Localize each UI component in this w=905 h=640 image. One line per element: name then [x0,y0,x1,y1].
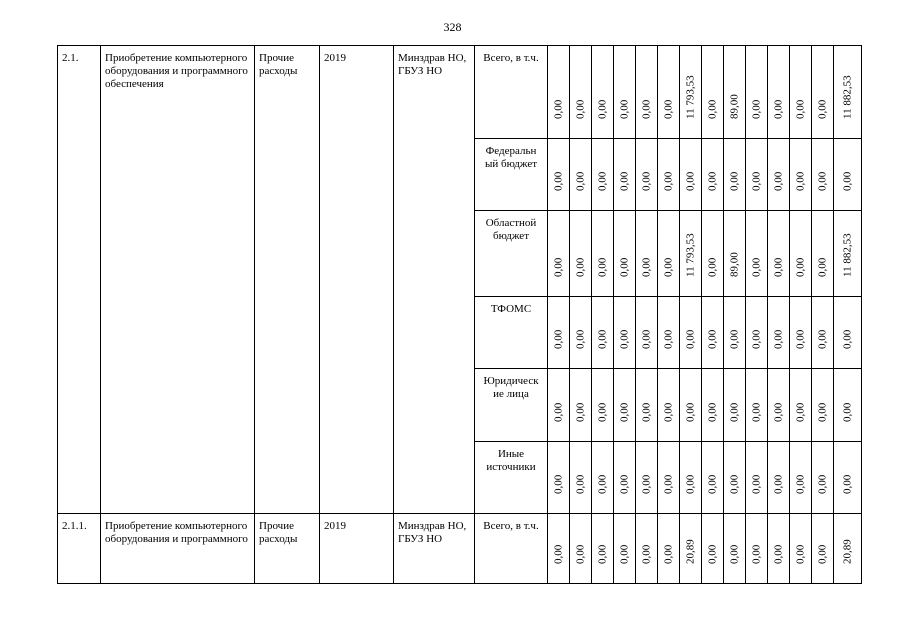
value-text: 0,00 [596,402,608,422]
value-cell [592,369,614,442]
value-cell [570,211,592,297]
value-text: 0,00 [552,99,564,119]
value-cell [636,139,658,211]
value-text: 0,00 [684,171,696,191]
value-cell [548,46,570,139]
funding-source: ТФОМС [475,297,548,369]
value-text: 0,00 [750,402,762,422]
value-cell [570,139,592,211]
value-text: 0,00 [574,171,586,191]
value-text: 0,00 [772,329,784,349]
value-text: 0,00 [772,402,784,422]
value-text: 0,00 [841,474,853,494]
value-cell [570,369,592,442]
value-text: 0,00 [684,402,696,422]
value-text: 11 882,53 [841,233,853,277]
value-text: 0,00 [794,99,806,119]
value-cell [724,442,746,514]
value-text: 0,00 [662,171,674,191]
value-text: 0,00 [618,474,630,494]
value-cell [636,46,658,139]
value-text: 0,00 [618,402,630,422]
value-text: 11 793,53 [684,233,696,277]
row-year: 2019 [320,514,394,584]
value-cell [592,297,614,369]
value-cell [834,46,862,139]
value-cell [768,369,790,442]
value-cell [812,514,834,584]
value-text: 0,00 [841,171,853,191]
value-text: 0,00 [574,544,586,564]
row-expense-type: Прочие расходы [255,46,320,514]
value-cell [702,369,724,442]
value-cell [790,297,812,369]
value-cell [834,139,862,211]
value-cell [680,514,702,584]
value-cell [636,211,658,297]
value-text: 0,00 [816,402,828,422]
value-cell [614,46,636,139]
table-row [58,514,862,584]
value-text: 0,00 [596,99,608,119]
value-text: 0,00 [596,171,608,191]
value-cell [680,139,702,211]
value-cell [746,369,768,442]
value-cell [702,514,724,584]
value-cell [702,297,724,369]
value-text: 0,00 [618,329,630,349]
value-text: 0,00 [841,402,853,422]
value-cell [790,514,812,584]
value-text: 0,00 [794,402,806,422]
value-text: 0,00 [552,171,564,191]
value-text: 0,00 [552,329,564,349]
value-cell [658,297,680,369]
value-text: 0,00 [816,474,828,494]
value-cell [834,211,862,297]
value-text: 0,00 [816,329,828,349]
value-cell [724,211,746,297]
value-cell [790,369,812,442]
value-text: 0,00 [706,99,718,119]
value-cell [680,369,702,442]
value-text: 0,00 [750,171,762,191]
value-cell [746,297,768,369]
value-cell [614,514,636,584]
value-cell [768,46,790,139]
value-cell [658,46,680,139]
value-cell [746,514,768,584]
row-code: 2.1.1. [58,514,101,584]
value-text: 0,00 [596,544,608,564]
row-year: 2019 [320,46,394,514]
value-cell [790,211,812,297]
value-text: 0,00 [794,329,806,349]
value-cell [636,297,658,369]
value-cell [614,369,636,442]
value-text: 0,00 [772,474,784,494]
value-text: 0,00 [596,329,608,349]
value-cell [592,514,614,584]
value-text: 0,00 [618,257,630,277]
value-text: 0,00 [728,171,740,191]
value-text: 0,00 [750,544,762,564]
value-text: 0,00 [618,544,630,564]
value-cell [790,442,812,514]
value-cell [614,139,636,211]
value-text: 0,00 [552,474,564,494]
value-text: 0,00 [728,544,740,564]
value-cell [790,139,812,211]
row-expense-type: Прочие расходы [255,514,320,584]
value-text: 20,89 [841,539,853,564]
value-cell [614,211,636,297]
row-executor: Минздрав НО, ГБУЗ НО [394,514,475,584]
value-cell [570,442,592,514]
value-cell [592,211,614,297]
value-cell [702,442,724,514]
value-text: 0,00 [596,474,608,494]
value-cell [658,514,680,584]
value-text: 89,00 [728,94,740,119]
value-cell [834,514,862,584]
value-cell [636,369,658,442]
value-text: 0,00 [662,544,674,564]
value-text: 0,00 [662,329,674,349]
value-cell [658,369,680,442]
value-text: 0,00 [662,474,674,494]
value-text: 0,00 [794,171,806,191]
value-cell [548,369,570,442]
value-cell [724,514,746,584]
page-number: 328 [443,20,462,34]
table-row [58,46,862,139]
value-cell [812,211,834,297]
value-text: 0,00 [816,257,828,277]
value-text: 0,00 [816,171,828,191]
value-cell [812,369,834,442]
row-name: Приобретение компьютерного оборудования и программного обеспечения [101,46,255,514]
value-cell [570,297,592,369]
value-text: 0,00 [552,544,564,564]
table-body [58,46,862,584]
value-text: 0,00 [684,329,696,349]
value-cell [768,514,790,584]
row-name: Приобретение компьютерного оборудования и программного [101,514,255,584]
value-cell [724,297,746,369]
value-text: 0,00 [574,329,586,349]
value-text: 0,00 [841,329,853,349]
value-cell [790,46,812,139]
value-text: 0,00 [706,171,718,191]
value-cell [658,139,680,211]
value-cell [812,139,834,211]
value-text: 0,00 [552,257,564,277]
value-cell [768,139,790,211]
value-cell [702,211,724,297]
funding-source: Федеральн ый бюджет [475,139,548,211]
value-text: 0,00 [662,402,674,422]
value-cell [834,297,862,369]
funding-source: Юридическ ие лица [475,369,548,442]
value-text: 0,00 [640,474,652,494]
row-code: 2.1. [58,46,101,514]
value-text: 0,00 [574,402,586,422]
value-cell [812,442,834,514]
value-text: 0,00 [618,99,630,119]
value-text: 0,00 [750,474,762,494]
funding-source: Всего, в т.ч. [475,514,548,584]
value-cell [746,46,768,139]
value-text: 0,00 [552,402,564,422]
value-cell [614,442,636,514]
value-text: 0,00 [662,257,674,277]
value-cell [834,442,862,514]
value-text: 0,00 [750,257,762,277]
value-text: 20,89 [684,539,696,564]
value-text: 0,00 [706,257,718,277]
value-cell [636,514,658,584]
value-text: 0,00 [816,99,828,119]
row-executor: Минздрав НО, ГБУЗ НО [394,46,475,514]
value-cell [548,297,570,369]
funding-source: Всего, в т.ч. [475,46,548,139]
value-cell [548,514,570,584]
value-cell [592,46,614,139]
value-text: 11 882,53 [841,75,853,119]
value-cell [614,297,636,369]
value-cell [746,211,768,297]
value-cell [548,139,570,211]
value-text: 0,00 [574,99,586,119]
value-text: 0,00 [794,544,806,564]
value-text: 0,00 [772,171,784,191]
value-text: 0,00 [728,474,740,494]
value-cell [812,46,834,139]
value-text: 0,00 [596,257,608,277]
value-text: 0,00 [816,544,828,564]
value-text: 0,00 [662,99,674,119]
value-text: 0,00 [640,99,652,119]
value-text: 0,00 [706,544,718,564]
value-cell [592,139,614,211]
value-text: 0,00 [772,257,784,277]
value-cell [548,442,570,514]
value-cell [768,297,790,369]
value-cell [702,46,724,139]
value-text: 0,00 [640,171,652,191]
value-text: 89,00 [728,252,740,277]
funding-source: Иные источники [475,442,548,514]
value-text: 0,00 [794,474,806,494]
value-text: 0,00 [618,171,630,191]
value-text: 0,00 [750,99,762,119]
value-cell [724,139,746,211]
value-cell [768,442,790,514]
value-text: 0,00 [750,329,762,349]
value-text: 0,00 [706,329,718,349]
funding-source: Областной бюджет [475,211,548,297]
value-cell [702,139,724,211]
value-cell [548,211,570,297]
value-cell [570,46,592,139]
value-text: 0,00 [574,474,586,494]
value-cell [570,514,592,584]
value-cell [636,442,658,514]
value-text: 11 793,53 [684,75,696,119]
value-text: 0,00 [640,402,652,422]
value-cell [680,442,702,514]
value-cell [680,211,702,297]
value-text: 0,00 [728,402,740,422]
value-text: 0,00 [574,257,586,277]
value-text: 0,00 [772,99,784,119]
value-text: 0,00 [640,329,652,349]
value-cell [724,46,746,139]
value-cell [746,139,768,211]
value-text: 0,00 [640,257,652,277]
budget-table [57,45,862,584]
value-text: 0,00 [640,544,652,564]
value-cell [768,211,790,297]
value-text: 0,00 [684,474,696,494]
value-cell [812,297,834,369]
value-cell [746,442,768,514]
value-cell [680,46,702,139]
value-cell [658,211,680,297]
value-cell [724,369,746,442]
value-text: 0,00 [706,474,718,494]
value-cell [658,442,680,514]
value-text: 0,00 [728,329,740,349]
value-cell [592,442,614,514]
value-cell [680,297,702,369]
value-text: 0,00 [706,402,718,422]
value-cell [834,369,862,442]
value-text: 0,00 [794,257,806,277]
value-text: 0,00 [772,544,784,564]
